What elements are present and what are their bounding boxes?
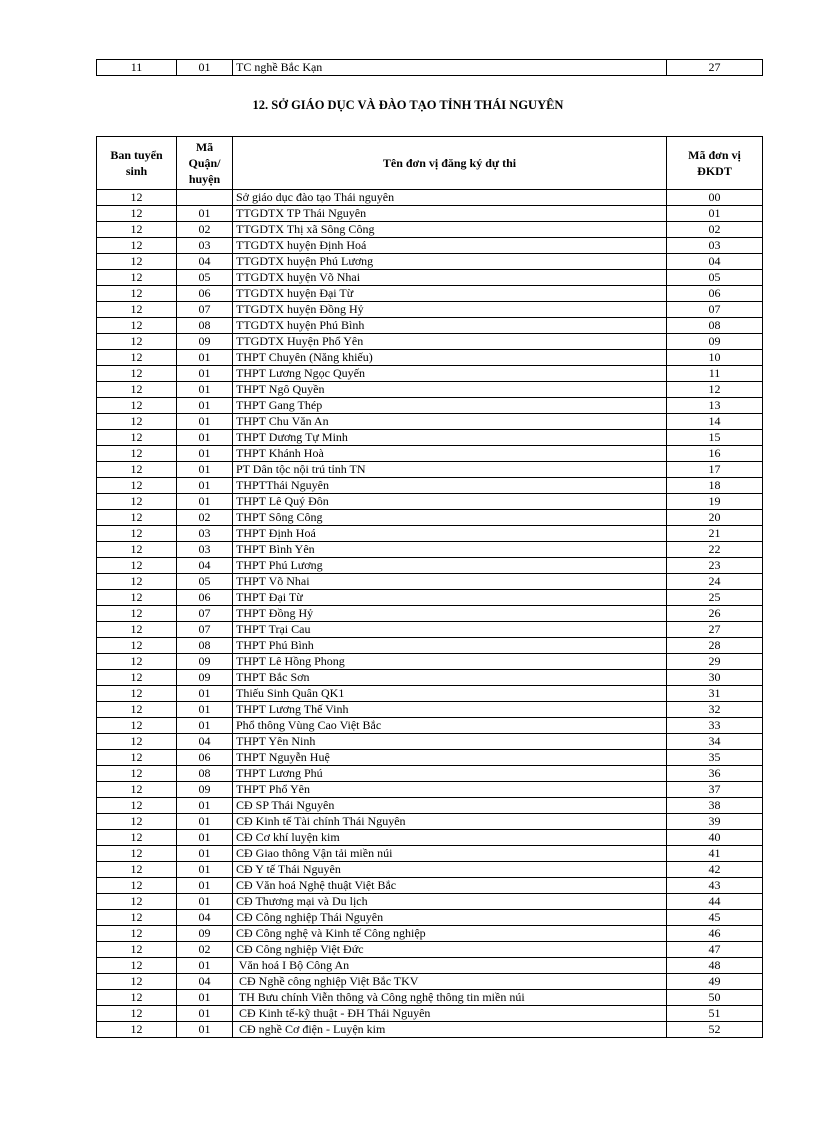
ma-quan-huyen-cell: 09	[177, 782, 233, 798]
ten-don-vi-cell: THPT Lê Hồng Phong	[233, 654, 667, 670]
ten-don-vi-cell: THPT Đại Từ	[233, 590, 667, 606]
table-row	[97, 60, 763, 76]
header-ma-don-vi: Mã đơn vị ĐKDT	[667, 137, 763, 190]
ma-don-vi-cell: 39	[667, 814, 763, 830]
table-row	[97, 766, 763, 782]
table-row	[97, 990, 763, 1006]
ma-quan-huyen-cell: 01	[177, 846, 233, 862]
ban-tuyen-sinh-cell: 12	[97, 206, 177, 222]
ban-tuyen-sinh-cell: 12	[97, 1006, 177, 1022]
ma-quan-huyen-cell: 01	[177, 350, 233, 366]
ma-quan-huyen-cell: 01	[177, 414, 233, 430]
ban-tuyen-sinh-cell: 12	[97, 750, 177, 766]
table-row	[97, 462, 763, 478]
ma-don-vi-cell: 40	[667, 830, 763, 846]
ban-tuyen-sinh-cell: 12	[97, 414, 177, 430]
ban-tuyen-sinh-cell: 12	[97, 670, 177, 686]
ma-quan-huyen-cell: 01	[177, 206, 233, 222]
table-row	[97, 574, 763, 590]
ban-tuyen-sinh-cell: 12	[97, 846, 177, 862]
ban-tuyen-sinh-cell: 12	[97, 798, 177, 814]
ma-don-vi-cell: 18	[667, 478, 763, 494]
ban-tuyen-sinh-cell: 12	[97, 574, 177, 590]
table-row	[97, 750, 763, 766]
table-row	[97, 382, 763, 398]
ma-don-vi-cell: 13	[667, 398, 763, 414]
ma-don-vi-cell: 19	[667, 494, 763, 510]
ma-quan-huyen-cell: 04	[177, 254, 233, 270]
ma-don-vi-cell: 30	[667, 670, 763, 686]
ten-don-vi-cell: TTGDTX huyện Võ Nhai	[233, 270, 667, 286]
table-row	[97, 238, 763, 254]
ban-tuyen-sinh-cell: 12	[97, 318, 177, 334]
ma-quan-huyen-cell: 01	[177, 702, 233, 718]
ma-quan-huyen-cell: 01	[177, 686, 233, 702]
ma-don-vi-cell: 11	[667, 366, 763, 382]
ma-don-vi-cell: 48	[667, 958, 763, 974]
ma-quan-huyen-cell: 07	[177, 606, 233, 622]
ma-quan-huyen-cell: 09	[177, 926, 233, 942]
ten-don-vi-cell: THPT Lương Thế Vinh	[233, 702, 667, 718]
table-row	[97, 590, 763, 606]
ma-quan-huyen-cell: 07	[177, 302, 233, 318]
ban-tuyen-sinh-cell: 12	[97, 990, 177, 1006]
ten-don-vi-cell: CĐ Thương mại và Du lịch	[233, 894, 667, 910]
ma-don-vi-cell: 43	[667, 878, 763, 894]
ma-don-vi-cell: 49	[667, 974, 763, 990]
table-row	[97, 862, 763, 878]
table-row	[97, 622, 763, 638]
ban-tuyen-sinh-cell: 12	[97, 686, 177, 702]
ban-tuyen-sinh-cell: 12	[97, 286, 177, 302]
ban-tuyen-sinh-cell: 12	[97, 718, 177, 734]
ma-don-vi-cell: 20	[667, 510, 763, 526]
ma-don-vi-cell: 06	[667, 286, 763, 302]
ban-tuyen-sinh-cell: 12	[97, 398, 177, 414]
table-row	[97, 270, 763, 286]
ma-don-vi-cell: 46	[667, 926, 763, 942]
ma-quan-huyen-cell: 01	[177, 798, 233, 814]
ma-quan-huyen-cell: 01	[177, 430, 233, 446]
table-row	[97, 286, 763, 302]
ban-tuyen-sinh-cell: 12	[97, 542, 177, 558]
table-row	[97, 366, 763, 382]
ban-tuyen-sinh-cell: 12	[97, 814, 177, 830]
table-row	[97, 942, 763, 958]
table-row	[97, 430, 763, 446]
ban-tuyen-sinh-cell: 12	[97, 958, 177, 974]
ban-tuyen-sinh-cell: 12	[97, 782, 177, 798]
ma-quan-huyen-cell: 02	[177, 510, 233, 526]
ban-tuyen-sinh-cell: 12	[97, 654, 177, 670]
ma-don-vi-cell: 26	[667, 606, 763, 622]
ma-quan-huyen-cell: 01	[177, 814, 233, 830]
ban-tuyen-sinh-cell: 12	[97, 526, 177, 542]
ma-don-vi-cell: 08	[667, 318, 763, 334]
ten-don-vi-cell: CĐ Y tế Thái Nguyên	[233, 862, 667, 878]
ban-tuyen-sinh-cell: 12	[97, 942, 177, 958]
ten-don-vi-cell: CĐ SP Thái Nguyên	[233, 798, 667, 814]
table-row	[97, 702, 763, 718]
ban-tuyen-sinh-cell: 12	[97, 334, 177, 350]
ten-don-vi-cell: THPT Dương Tự Minh	[233, 430, 667, 446]
ma-don-vi-cell: 34	[667, 734, 763, 750]
registration-units-table	[96, 136, 763, 1038]
ma-quan-huyen-cell: 01	[177, 894, 233, 910]
table-row	[97, 958, 763, 974]
ma-don-vi-cell: 24	[667, 574, 763, 590]
ma-don-vi-cell: 14	[667, 414, 763, 430]
ban-tuyen-sinh-cell: 12	[97, 366, 177, 382]
ten-don-vi-cell: THPT Đồng Hỷ	[233, 606, 667, 622]
ma-don-vi-cell: 45	[667, 910, 763, 926]
table-row	[97, 734, 763, 750]
ma-quan-huyen-cell	[177, 190, 233, 206]
ma-don-vi-cell: 28	[667, 638, 763, 654]
table-row	[97, 638, 763, 654]
table-row	[97, 718, 763, 734]
ma-quan-huyen-cell: 09	[177, 334, 233, 350]
ten-don-vi-cell: CĐ Giao thông Vận tải miền núi	[233, 846, 667, 862]
ma-don-vi-cell: 00	[667, 190, 763, 206]
table-header-row	[97, 137, 763, 190]
table-row	[97, 606, 763, 622]
ma-don-vi-cell: 02	[667, 222, 763, 238]
table-row	[97, 350, 763, 366]
table-row	[97, 478, 763, 494]
ma-don-vi-cell: 33	[667, 718, 763, 734]
ban-tuyen-sinh-cell: 12	[97, 606, 177, 622]
ma-don-vi-cell: 41	[667, 846, 763, 862]
ten-don-vi-cell: THPT Võ Nhai	[233, 574, 667, 590]
table-row	[97, 414, 763, 430]
ten-don-vi-cell: Sở giáo dục đào tạo Thái nguyên	[233, 190, 667, 206]
ma-quan-huyen-cell: 03	[177, 526, 233, 542]
ten-don-vi-cell: Thiếu Sinh Quân QK1	[233, 686, 667, 702]
ma-quan-huyen-cell: 09	[177, 654, 233, 670]
ten-don-vi-cell: CĐ Cơ khí luyện kim	[233, 830, 667, 846]
table-row	[97, 926, 763, 942]
ten-don-vi-cell: THPT Trại Cau	[233, 622, 667, 638]
ban-tuyen-sinh-cell: 12	[97, 894, 177, 910]
ten-don-vi-cell: PT Dân tộc nội trú tỉnh TN	[233, 462, 667, 478]
ten-don-vi-cell: THPT Phú Bình	[233, 638, 667, 654]
ma-quan-huyen-cell: 06	[177, 286, 233, 302]
table-body	[97, 190, 763, 1038]
ma-don-vi-cell: 29	[667, 654, 763, 670]
ma-don-vi-cell: 10	[667, 350, 763, 366]
ban-tuyen-sinh-cell: 12	[97, 302, 177, 318]
table-row	[97, 878, 763, 894]
ban-tuyen-sinh-cell: 12	[97, 974, 177, 990]
table-row	[97, 334, 763, 350]
ma-quan-huyen-cell: 01	[177, 398, 233, 414]
previous-section-table	[96, 59, 763, 76]
ma-don-vi-cell: 22	[667, 542, 763, 558]
ten-don-vi-cell: THPT Sông Công	[233, 510, 667, 526]
table-row	[97, 1022, 763, 1038]
ma-don-vi-cell: 23	[667, 558, 763, 574]
ma-don-vi-cell: 51	[667, 1006, 763, 1022]
ma-don-vi-cell: 37	[667, 782, 763, 798]
table-row	[97, 318, 763, 334]
ten-don-vi-cell: THPT Yên Ninh	[233, 734, 667, 750]
section-title: 12. SỞ GIÁO DỤC VÀ ĐÀO TẠO TỈNH THÁI NGUYÊN	[252, 98, 564, 112]
table-row	[97, 526, 763, 542]
ten-don-vi-cell: TC nghề Bắc Kạn	[233, 60, 667, 76]
ma-don-vi-cell: 12	[667, 382, 763, 398]
ban-tuyen-sinh-cell: 12	[97, 254, 177, 270]
ban-tuyen-sinh-cell: 12	[97, 190, 177, 206]
ma-don-vi-cell: 01	[667, 206, 763, 222]
ma-don-vi-cell: 27	[667, 622, 763, 638]
ma-quan-huyen-cell: 01	[177, 830, 233, 846]
ban-tuyen-sinh-cell: 12	[97, 1022, 177, 1038]
ten-don-vi-cell: THPT Bình Yên	[233, 542, 667, 558]
table-row	[97, 558, 763, 574]
ten-don-vi-cell: TH Bưu chính Viễn thông và Công nghệ thông tin miền núi	[233, 990, 667, 1006]
ma-don-vi-cell: 36	[667, 766, 763, 782]
ban-tuyen-sinh-cell: 12	[97, 638, 177, 654]
ma-quan-huyen-cell: 06	[177, 590, 233, 606]
header-ten-don-vi: Tên đơn vị đăng ký dự thi	[233, 137, 667, 190]
table-row	[97, 446, 763, 462]
ten-don-vi-cell: TTGDTX huyện Phú Bình	[233, 318, 667, 334]
ten-don-vi-cell: TTGDTX huyện Đồng Hỷ	[233, 302, 667, 318]
ma-quan-huyen-cell: 01	[177, 366, 233, 382]
ma-don-vi-cell: 38	[667, 798, 763, 814]
table-row	[97, 510, 763, 526]
ten-don-vi-cell: THPTThái Nguyên	[233, 478, 667, 494]
ma-quan-huyen-cell: 01	[177, 462, 233, 478]
table-row	[97, 398, 763, 414]
table-row	[97, 206, 763, 222]
ma-quan-huyen-cell: 01	[177, 862, 233, 878]
ten-don-vi-cell: THPT Định Hoá	[233, 526, 667, 542]
ma-quan-huyen-cell: 01	[177, 958, 233, 974]
table-row	[97, 670, 763, 686]
ma-quan-huyen-cell: 02	[177, 942, 233, 958]
ten-don-vi-cell: TTGDTX huyện Phú Lương	[233, 254, 667, 270]
ma-don-vi-cell: 25	[667, 590, 763, 606]
ban-tuyen-sinh-cell: 12	[97, 830, 177, 846]
table-row	[97, 494, 763, 510]
ten-don-vi-cell: THPT Bắc Sơn	[233, 670, 667, 686]
ten-don-vi-cell: THPT Gang Thép	[233, 398, 667, 414]
ma-quan-huyen-cell: 09	[177, 670, 233, 686]
ten-don-vi-cell: Văn hoá I Bộ Công An	[233, 958, 667, 974]
table-row	[97, 910, 763, 926]
ten-don-vi-cell: THPT Phổ Yên	[233, 782, 667, 798]
ma-don-vi-cell: 09	[667, 334, 763, 350]
ten-don-vi-cell: THPT Nguyễn Huệ	[233, 750, 667, 766]
ten-don-vi-cell: THPT Lương Phú	[233, 766, 667, 782]
table-row	[97, 830, 763, 846]
ma-don-vi-cell: 15	[667, 430, 763, 446]
table-row	[97, 254, 763, 270]
ten-don-vi-cell: CĐ Kinh tế Tài chính Thái Nguyên	[233, 814, 667, 830]
ma-don-vi-cell: 50	[667, 990, 763, 1006]
table-row	[97, 654, 763, 670]
ma-don-vi-cell: 35	[667, 750, 763, 766]
ma-quan-huyen-cell: 04	[177, 974, 233, 990]
table-row	[97, 190, 763, 206]
ma-quan-huyen-cell: 01	[177, 718, 233, 734]
ma-quan-huyen-cell: 05	[177, 270, 233, 286]
ma-don-vi-cell: 21	[667, 526, 763, 542]
ten-don-vi-cell: THPT Phú Lương	[233, 558, 667, 574]
ten-don-vi-cell: CĐ Công nghiệp Thái Nguyên	[233, 910, 667, 926]
ma-don-vi-cell: 42	[667, 862, 763, 878]
ma-quan-huyen-cell: 01	[177, 494, 233, 510]
table-row	[97, 974, 763, 990]
ma-don-vi-cell: 27	[667, 60, 763, 76]
ban-tuyen-sinh-cell: 12	[97, 270, 177, 286]
ma-don-vi-cell: 16	[667, 446, 763, 462]
ma-quan-huyen-cell: 08	[177, 766, 233, 782]
ma-quan-huyen-cell: 04	[177, 910, 233, 926]
ban-tuyen-sinh-cell: 11	[97, 60, 177, 76]
ten-don-vi-cell: Phổ thông Vùng Cao Việt Bắc	[233, 718, 667, 734]
ma-quan-huyen-cell: 03	[177, 238, 233, 254]
ban-tuyen-sinh-cell: 12	[97, 926, 177, 942]
table-row	[97, 814, 763, 830]
ma-don-vi-cell: 03	[667, 238, 763, 254]
header-ban-tuyen-sinh: Ban tuyển sinh	[97, 137, 177, 190]
ma-don-vi-cell: 47	[667, 942, 763, 958]
ten-don-vi-cell: THPT Lê Quý Đôn	[233, 494, 667, 510]
ten-don-vi-cell: CĐ Văn hoá Nghệ thuật Việt Bắc	[233, 878, 667, 894]
ma-quan-huyen-cell: 03	[177, 542, 233, 558]
ban-tuyen-sinh-cell: 12	[97, 238, 177, 254]
ten-don-vi-cell: THPT Chuyên (Năng khiếu)	[233, 350, 667, 366]
ban-tuyen-sinh-cell: 12	[97, 510, 177, 526]
ma-don-vi-cell: 52	[667, 1022, 763, 1038]
ban-tuyen-sinh-cell: 12	[97, 446, 177, 462]
ma-don-vi-cell: 04	[667, 254, 763, 270]
ma-quan-huyen-cell: 08	[177, 318, 233, 334]
table-row	[97, 798, 763, 814]
ten-don-vi-cell: CĐ nghề Cơ điện - Luyện kim	[233, 1022, 667, 1038]
ten-don-vi-cell: THPT Khánh Hoà	[233, 446, 667, 462]
ten-don-vi-cell: CĐ Kinh tế-kỹ thuật - ĐH Thái Nguyên	[233, 1006, 667, 1022]
ma-quan-huyen-cell: 01	[177, 446, 233, 462]
ma-quan-huyen-cell: 02	[177, 222, 233, 238]
ten-don-vi-cell: CĐ Nghề công nghiệp Việt Bắc TKV	[233, 974, 667, 990]
ma-don-vi-cell: 32	[667, 702, 763, 718]
ban-tuyen-sinh-cell: 12	[97, 862, 177, 878]
ban-tuyen-sinh-cell: 12	[97, 558, 177, 574]
ma-don-vi-cell: 17	[667, 462, 763, 478]
ten-don-vi-cell: TTGDTX Thị xã Sông Công	[233, 222, 667, 238]
ma-quan-huyen-cell: 01	[177, 878, 233, 894]
ten-don-vi-cell: CĐ Công nghệ và Kinh tế Công nghiệp	[233, 926, 667, 942]
ten-don-vi-cell: CĐ Công nghiệp Việt Đức	[233, 942, 667, 958]
ma-quan-huyen-cell: 01	[177, 1006, 233, 1022]
ten-don-vi-cell: TTGDTX Huyện Phổ Yên	[233, 334, 667, 350]
table-row	[97, 894, 763, 910]
ban-tuyen-sinh-cell: 12	[97, 382, 177, 398]
ma-don-vi-cell: 44	[667, 894, 763, 910]
table-row	[97, 1006, 763, 1022]
ma-quan-huyen-cell: 01	[177, 60, 233, 76]
header-ma-quan-huyen: Mã Quận/ huyện	[177, 137, 233, 190]
ban-tuyen-sinh-cell: 12	[97, 702, 177, 718]
ma-quan-huyen-cell: 04	[177, 734, 233, 750]
ma-quan-huyen-cell: 05	[177, 574, 233, 590]
ban-tuyen-sinh-cell: 12	[97, 494, 177, 510]
ma-quan-huyen-cell: 08	[177, 638, 233, 654]
ten-don-vi-cell: THPT Ngô Quyền	[233, 382, 667, 398]
table-row	[97, 302, 763, 318]
ma-quan-huyen-cell: 04	[177, 558, 233, 574]
ban-tuyen-sinh-cell: 12	[97, 590, 177, 606]
table-row	[97, 542, 763, 558]
ma-quan-huyen-cell: 01	[177, 1022, 233, 1038]
table-row	[97, 686, 763, 702]
ten-don-vi-cell: TTGDTX huyện Định Hoá	[233, 238, 667, 254]
ten-don-vi-cell: TTGDTX huyện Đại Từ	[233, 286, 667, 302]
ma-quan-huyen-cell: 01	[177, 478, 233, 494]
ten-don-vi-cell: THPT Chu Văn An	[233, 414, 667, 430]
ban-tuyen-sinh-cell: 12	[97, 462, 177, 478]
ban-tuyen-sinh-cell: 12	[97, 222, 177, 238]
ban-tuyen-sinh-cell: 12	[97, 878, 177, 894]
table-row	[97, 846, 763, 862]
ma-quan-huyen-cell: 06	[177, 750, 233, 766]
ban-tuyen-sinh-cell: 12	[97, 478, 177, 494]
ban-tuyen-sinh-cell: 12	[97, 766, 177, 782]
ma-don-vi-cell: 05	[667, 270, 763, 286]
ma-quan-huyen-cell: 07	[177, 622, 233, 638]
ten-don-vi-cell: TTGDTX TP Thái Nguyên	[233, 206, 667, 222]
ban-tuyen-sinh-cell: 12	[97, 734, 177, 750]
ma-don-vi-cell: 07	[667, 302, 763, 318]
ban-tuyen-sinh-cell: 12	[97, 430, 177, 446]
ban-tuyen-sinh-cell: 12	[97, 350, 177, 366]
ma-quan-huyen-cell: 01	[177, 382, 233, 398]
ban-tuyen-sinh-cell: 12	[97, 622, 177, 638]
table-row	[97, 782, 763, 798]
ban-tuyen-sinh-cell: 12	[97, 910, 177, 926]
ma-quan-huyen-cell: 01	[177, 990, 233, 1006]
ten-don-vi-cell: THPT Lương Ngọc Quyến	[233, 366, 667, 382]
ma-don-vi-cell: 31	[667, 686, 763, 702]
table-row	[97, 222, 763, 238]
